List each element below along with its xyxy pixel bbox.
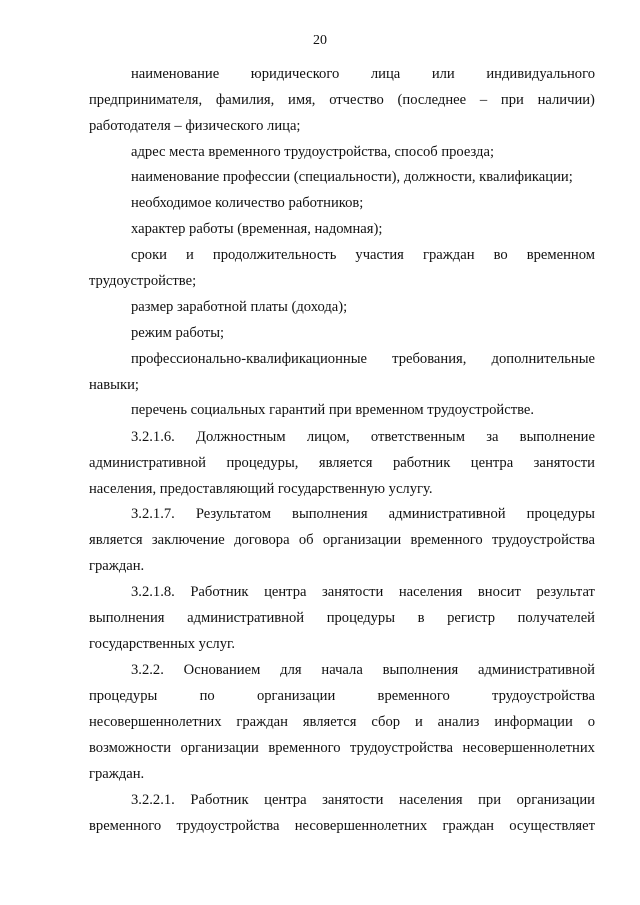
word: трудоустройства: [492, 688, 595, 704]
word: наименование: [131, 66, 220, 82]
word: –: [479, 92, 488, 108]
word: центра: [264, 584, 307, 600]
word: заключение: [151, 532, 225, 548]
word: несовершеннолетних: [462, 740, 595, 756]
text-line: размер заработной платы (дохода);: [131, 299, 348, 315]
word: 3.2.1.7.: [131, 506, 175, 522]
word: административной: [89, 455, 206, 471]
text-line: [131, 428, 595, 446]
word: граждан: [422, 247, 475, 263]
text-line: необходимое количество работников;: [131, 195, 364, 211]
text-line: характер работы (временная, надомная);: [131, 221, 383, 237]
word: временного: [89, 818, 162, 834]
word: во: [493, 247, 508, 263]
text-line: навыки;: [89, 377, 139, 393]
word: трудоустройства: [350, 740, 453, 756]
page-number: 20: [313, 33, 327, 48]
word: и: [414, 714, 423, 730]
word: наличии): [537, 92, 595, 108]
text-line: государственных услуг.: [89, 636, 235, 652]
word: Работник: [190, 584, 249, 600]
word: при: [478, 792, 502, 808]
text-line: адрес места временного трудоустройства, способ проезда;: [131, 144, 495, 160]
word: временного: [377, 688, 450, 704]
word: является: [302, 714, 357, 730]
text-line: [89, 817, 595, 835]
word: осуществляет: [509, 818, 595, 834]
word: процедуры: [89, 688, 158, 704]
word: сбор: [371, 714, 401, 730]
word: процедуры: [526, 506, 595, 522]
word: об: [298, 532, 314, 548]
text-line: [131, 791, 595, 809]
word: лица: [370, 66, 401, 82]
word: занятости: [322, 584, 384, 600]
word: является: [89, 532, 143, 548]
word: административной: [388, 506, 506, 522]
word: регистр: [447, 610, 496, 626]
word: начала: [321, 662, 363, 678]
word: отчество: [329, 92, 384, 108]
word: о: [587, 714, 595, 730]
text-line: [131, 583, 595, 601]
text-line: [131, 661, 595, 679]
word: информации: [494, 714, 573, 730]
word: возможности: [89, 740, 172, 756]
word: профессионально-квалификационные: [131, 351, 368, 367]
word: трудоустройства: [491, 532, 595, 548]
word: граждан: [236, 714, 288, 730]
word: организации: [256, 688, 336, 704]
word: Результатом: [195, 506, 271, 522]
text-line: [89, 91, 595, 109]
word: временного: [410, 532, 483, 548]
word: требования,: [392, 351, 467, 367]
word: административной: [477, 662, 595, 678]
word: центра: [470, 455, 514, 471]
text-line: граждан.: [89, 558, 145, 574]
word: временном: [526, 247, 595, 263]
word: Должностным: [196, 429, 286, 445]
word: работник: [392, 455, 451, 471]
word: участия: [355, 247, 404, 263]
word: лицом,: [306, 429, 350, 445]
word: 3.2.2.: [131, 662, 164, 678]
word: юридического: [250, 66, 340, 82]
text-line: [89, 713, 595, 731]
word: предпринимателя,: [89, 92, 203, 108]
word: трудоустройства: [176, 818, 280, 834]
text-line: [131, 65, 595, 83]
word: Работник: [190, 792, 249, 808]
text-line: [131, 246, 595, 264]
text-line: граждан.: [89, 766, 145, 782]
word: сроки: [131, 247, 167, 263]
word: центра: [264, 792, 307, 808]
text-line: [131, 505, 595, 523]
word: результат: [536, 584, 595, 600]
word: временного: [268, 740, 341, 756]
word: фамилия,: [215, 92, 275, 108]
word: ответственным: [370, 429, 465, 445]
word: индивидуального: [486, 66, 595, 82]
word: при: [500, 92, 524, 108]
text-line: [89, 609, 595, 627]
text-line: [89, 531, 595, 549]
word: занятости: [533, 455, 595, 471]
word: выполнения: [292, 506, 368, 522]
word: и: [186, 247, 194, 263]
text-line: работодателя – физического лица;: [89, 118, 301, 134]
word: выполнения: [382, 662, 459, 678]
word: в: [417, 610, 425, 626]
word: продолжительность: [212, 247, 337, 263]
word: населения: [399, 792, 463, 808]
word: (последнее: [397, 92, 467, 108]
word: занятости: [322, 792, 384, 808]
text-line: перечень социальных гарантий при временном трудоустройстве.: [131, 402, 535, 418]
word: Основанием: [183, 662, 261, 678]
word: процедуры,: [226, 455, 299, 471]
word: за: [486, 429, 499, 445]
word: несовершеннолетних: [89, 714, 222, 730]
word: организации: [516, 792, 595, 808]
word: населения: [398, 584, 463, 600]
text-line: трудоустройстве;: [89, 273, 197, 289]
word: организации: [322, 532, 402, 548]
text-line: режим работы;: [131, 325, 225, 341]
word: граждан: [442, 818, 494, 834]
word: по: [199, 688, 215, 704]
word: процедуры: [326, 610, 396, 626]
word: дополнительные: [491, 351, 595, 367]
text-line: [131, 350, 595, 368]
word: для: [280, 662, 302, 678]
word: несовершеннолетних: [294, 818, 428, 834]
word: выполнения: [89, 610, 165, 626]
word: вносит: [477, 584, 521, 600]
text-line: [89, 739, 595, 757]
word: 3.2.1.8.: [131, 584, 175, 600]
word: имя,: [288, 92, 316, 108]
word: организации: [180, 740, 259, 756]
word: или: [431, 66, 455, 82]
word: 3.2.2.1.: [131, 792, 175, 808]
text-line: населения, предоставляющий государственную услугу.: [89, 481, 433, 497]
word: получателей: [517, 610, 595, 626]
text-line: [89, 454, 595, 472]
word: договора: [234, 532, 290, 548]
word: является: [318, 455, 373, 471]
word: выполнение: [519, 429, 595, 445]
word: анализ: [437, 714, 480, 730]
text-line: [89, 687, 595, 705]
text-line: наименование профессии (специальности), должности, квалификации;: [131, 169, 573, 185]
word: 3.2.1.6.: [131, 429, 175, 445]
word: административной: [187, 610, 305, 626]
